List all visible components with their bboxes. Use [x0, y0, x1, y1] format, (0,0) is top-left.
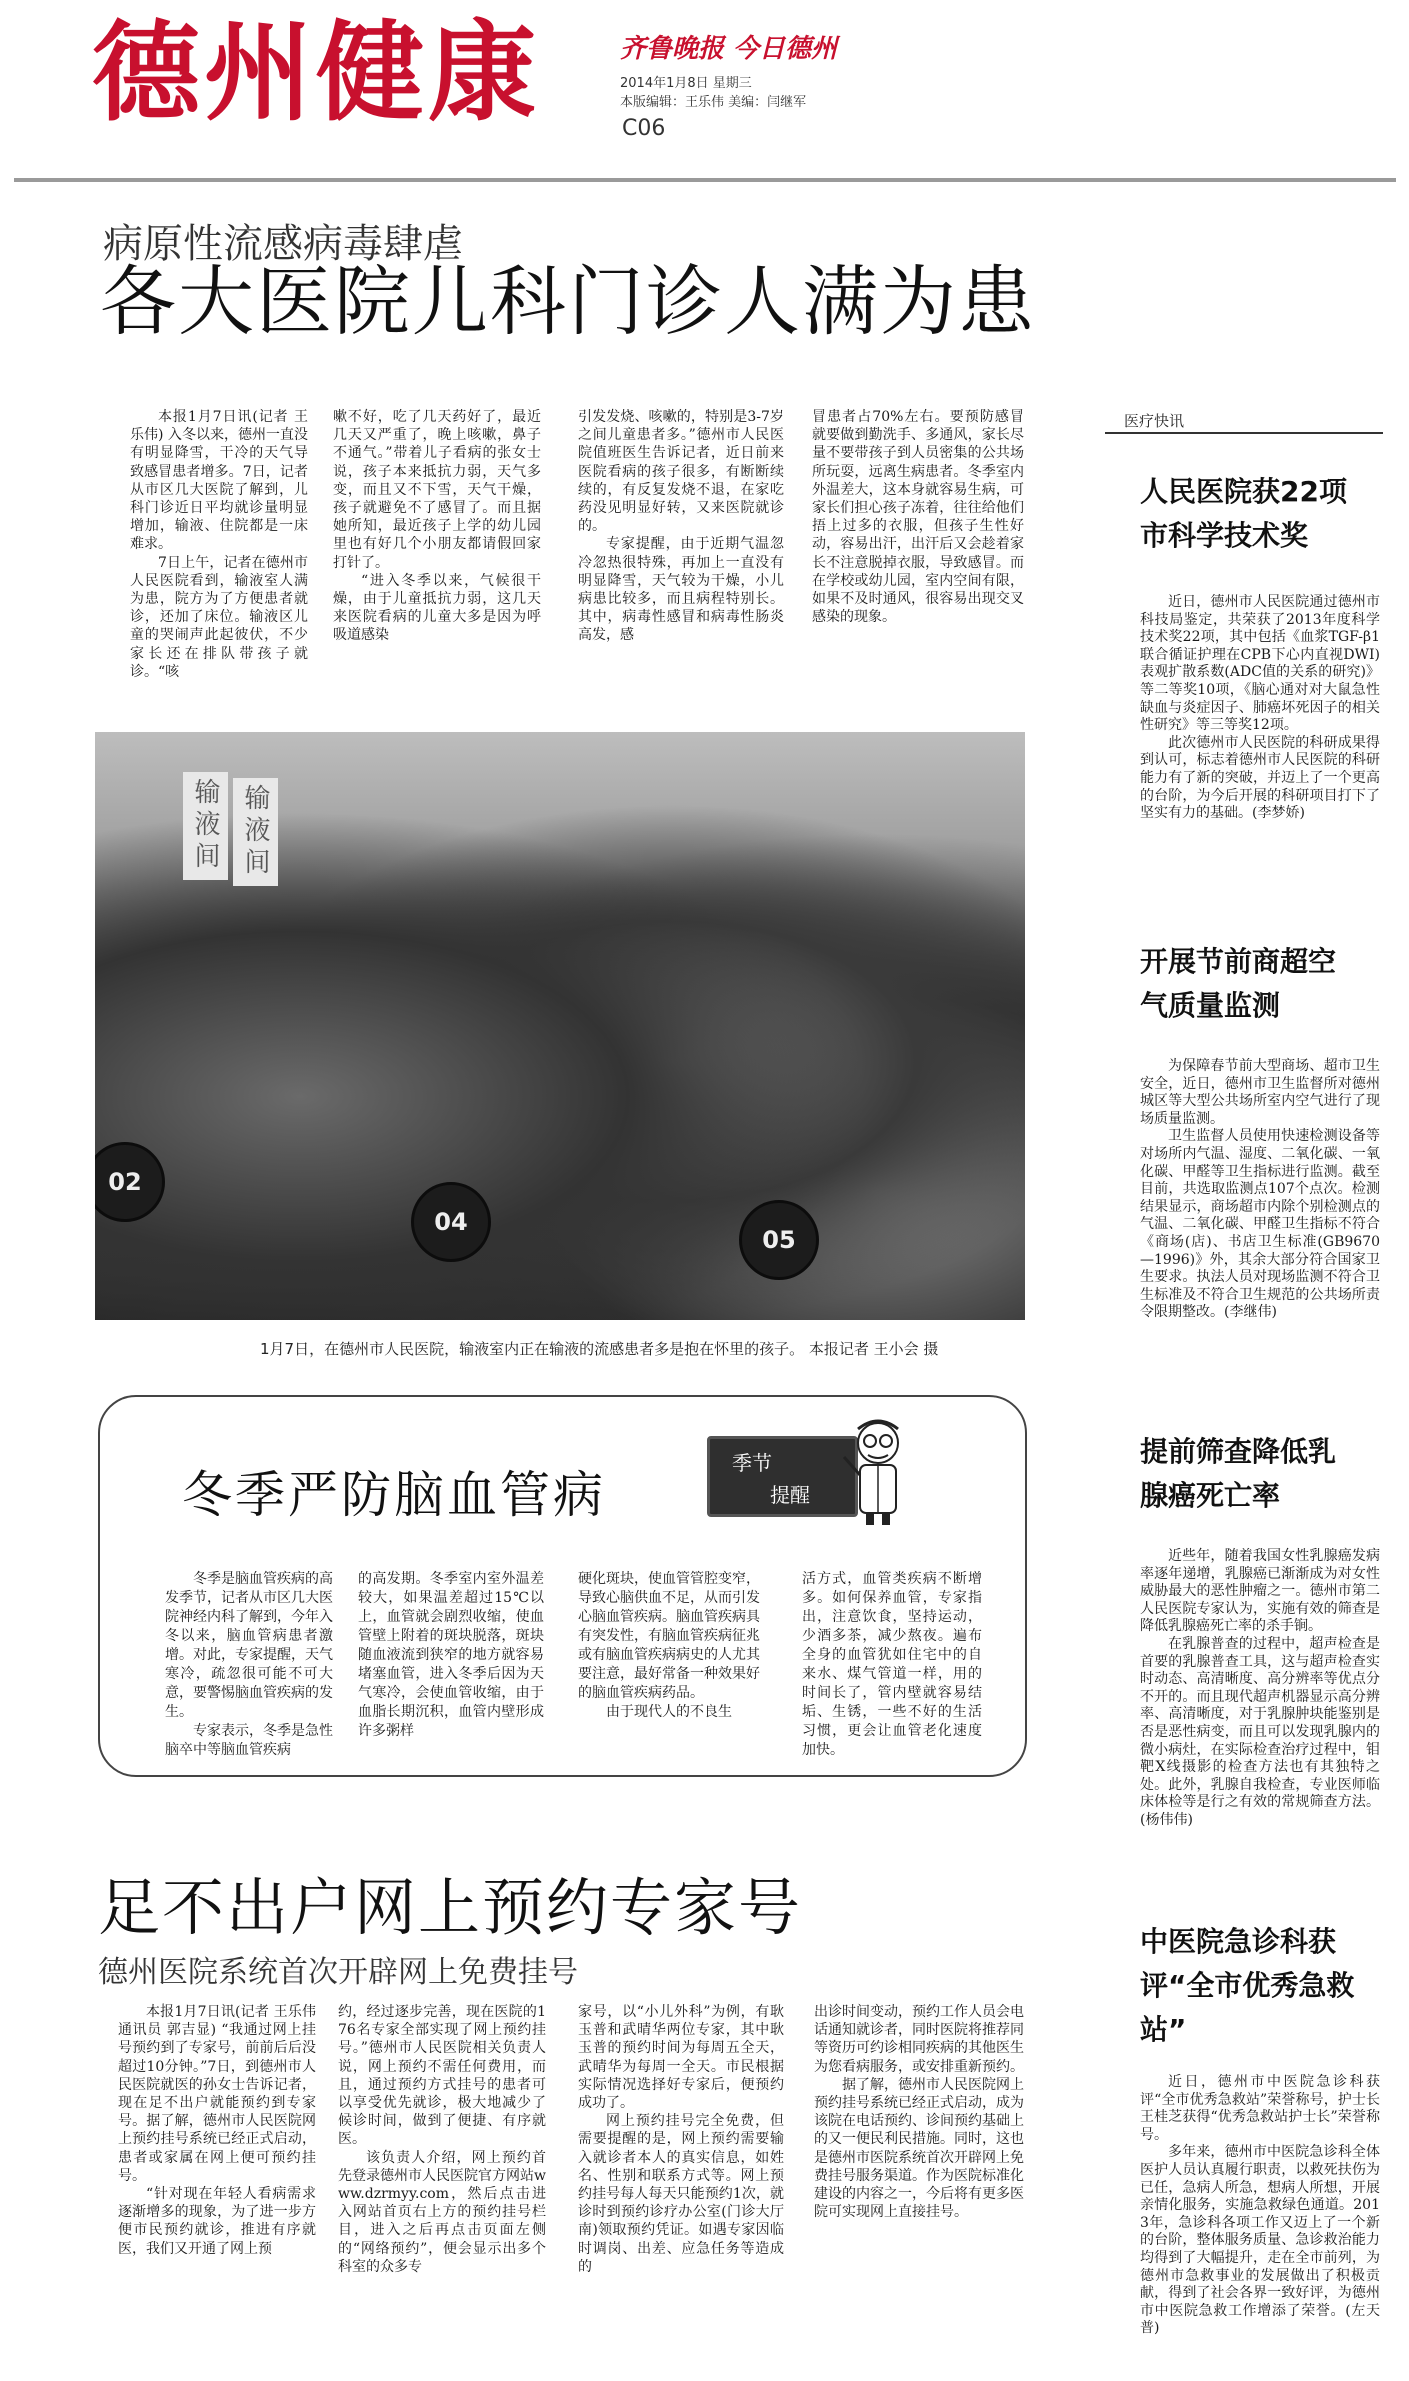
box-column-2: [358, 1570, 544, 1741]
story2-column-1: [118, 2003, 316, 2258]
board-line-1: 季节: [732, 1451, 772, 1475]
masthead-rule: [14, 178, 1396, 182]
paragraph: “进入冬季以来，气候很干燥，由于儿童抵抗力弱，这几天来医院看病的儿童大多是因为呼吸道感染: [333, 572, 541, 644]
paragraph: 专家提醒，由于近期气温忽冷忽热很特殊，再加上一直没有明显降雪，天气较为干燥，小儿病患比较多，而且病程特别长。其中，病毒性感冒和病毒性肠炎高发，感: [578, 536, 784, 644]
paragraph: 出诊时间变动，预约工作人员会电话通知就诊者，同时医院将推荐同等资历可约诊相同疾病的其他医生为您看病服务，或安排重新预约。: [814, 2004, 1024, 2075]
sidebar-item-3: [1140, 1430, 1380, 1830]
paragraph: 家号，以“小儿外科”为例，有耿玉普和武晴华两位专家，其中耿玉普的预约时间为每周五全天，武晴华为每周一全天。市民根据实际情况选择好专家后，便预约成功了。: [578, 2004, 784, 2112]
paragraph: 7日上午，记者在德州市人民医院看到，输液室人满为患，院方为了方便患者就诊，还加了床位。输液区儿童的哭闹声此起彼伏，不少家长还在排队带孩子就诊。“咳: [130, 554, 308, 680]
paragraph: 本报1月7日讯(记者 王乐伟) 入冬以来，德州一直没有明显降雪，干冷的天气导致感冒患者增多。7日，记者从市区几大医院了解到，儿科门诊近日平均就诊量明显增加，输液、住院都是一床难求。: [130, 409, 308, 553]
paragraph: 由于现代人的不良生: [606, 1704, 732, 1720]
box-column-1: [165, 1570, 333, 1760]
doctor-cartoon-icon: [838, 1417, 918, 1527]
photo-seat-number: 05: [739, 1200, 819, 1280]
sidebar-body: [1140, 1548, 1380, 1830]
paragraph: 引发发烧、咳嗽的，特别是3-7岁之间儿童患者多。”德州市人民医院值班医生告诉记者，近日前来医院看病的孩子很多，有断断续续的，有反复发烧不退，在家吃药没见明显好转，又来医院就诊的。: [578, 409, 784, 535]
sidebar-body: [1140, 1058, 1380, 1322]
paragraph: 为保障春节前大型商场、超市卫生安全，近日，德州市卫生监督所对德州城区等大型公共场所室内空气进行了现场质量监测。: [1140, 1058, 1380, 1127]
photo-seat-number: 04: [411, 1182, 491, 1262]
paragraph: 冬季是脑血管疾病的高发季节，记者从市区几大医院神经内科了解到，今年入冬以来，脑血管病患者激增。对此，专家提醒，天气寒冷，疏忽很可能不可大意，要警惕脑血管疾病的发生。: [165, 1571, 333, 1720]
box-title: 冬季严防脑血管病: [182, 1466, 606, 1524]
story2-headline: 足不出户网上预约专家号: [98, 1871, 803, 1944]
box-column-4: [802, 1570, 982, 1760]
sidebar-body: [1140, 594, 1380, 823]
board-line-2: 提醒: [770, 1483, 810, 1507]
box-column-3: [578, 1570, 760, 1722]
paragraph: 的高发期。冬季室内室外温差较大，如果温差超过15℃以上，血管就会剧烈收缩，使血管壁上附着的斑块脱落，斑块随血液流到狭窄的地方就容易堵塞血管，进入冬季后因为天气寒冷，会使血管收缩，由于血脂长期沉积，血管内壁形成许多粥样: [358, 1571, 544, 1739]
sidebar-tag: 医疗快讯: [1118, 410, 1190, 431]
sidebar-item-1: [1140, 470, 1380, 823]
seasonal-reminder-board: [707, 1436, 858, 1517]
paragraph: 此次德州市人民医院的科研成果得到认可，标志着德州市人民医院的科研能力有了新的突破，并迈上了一个更高的台阶，为今后开展的科研项目打下了坚实有力的基础。(李梦娇): [1140, 734, 1380, 822]
paragraph: 硬化斑块，使血管管腔变窄，导致心脑供血不足，从而引发心脑血管疾病。脑血管疾病具有突发性，有脑血管疾病征兆或有脑血管疾病病史的人尤其要注意，最好常备一种效果好的脑血管疾病药品。: [578, 1571, 760, 1701]
paragraph: 专家表示，冬季是急性脑卒中等脑血管疾病: [165, 1723, 333, 1758]
newspaper-brand: 齐鲁晚报 今日德州: [620, 34, 838, 64]
paragraph: “针对现在年轻人看病需求逐渐增多的现象，为了进一步方便市民预约就诊，推进有序就医，我们又开通了网上预: [118, 2186, 316, 2257]
sidebar-headline: 中医院急诊科获评“全市优秀急救站”: [1140, 1925, 1355, 2046]
photo-sign-infusion-room: 输液间: [233, 778, 278, 886]
page-number: C06: [622, 116, 666, 141]
story2-column-2: [338, 2003, 546, 2276]
sidebar-body: [1140, 2074, 1380, 2338]
masthead-meta: [620, 74, 806, 112]
story1-photo: [95, 732, 1025, 1320]
paragraph: 网上预约挂号完全免费，但需要提醒的是，网上预约需要输入就诊者本人的真实信息，如姓名、性别和联系方式等。网上预约挂号每人每天只能预约1次，就诊时到预约诊疗办公室(门诊大厅南)领取预约凭证。如遇专家因临时调岗、出差、应急任务等造成的: [578, 2113, 784, 2275]
paragraph: 近日，德州市中医院急诊科获评“全市优秀急救站”荣誉称号，护士长王桂芝获得“优秀急救站护士长”荣誉称号。: [1140, 2074, 1380, 2143]
story2-column-4: [814, 2003, 1024, 2221]
photo-caption: 1月7日，在德州市人民医院，输液室内正在输液的流感患者多是抱在怀里的孩子。 本报记者 王小会 摄: [260, 1340, 939, 1358]
sidebar-headline: 人民医院获22项市科学技术奖: [1140, 475, 1347, 552]
story1-column-2: [333, 408, 541, 645]
story1-column-3: [578, 408, 784, 645]
paragraph: 近些年，随着我国女性乳腺癌发病率逐年递增，乳腺癌已渐渐成为对女性威胁最大的恶性肿瘤之一。德州市第二人民医院专家认为，实施有效的筛查是降低乳腺癌死亡率的杀手锏。: [1140, 1548, 1380, 1635]
photo-seat-number: 02: [95, 1142, 165, 1222]
paragraph: 据了解，德州市人民医院网上预约挂号系统已经正式启动，成为该院在电话预约、诊间预约基础上的又一便民利民措施。同时，这也是德州市医院系统首次开辟网上免费挂号服务渠道。作为医院标准化建设的内容之一，今后将有更多医院可实现网上直接挂号。: [814, 2076, 1024, 2221]
paragraph: 本报1月7日讯(记者 王乐伟 通讯员 郭吉显) “我通过网上挂号预约到了专家号，前前后后没超过10分钟。”7日，到德州市人民医院就医的孙女士告诉记者，现在足不出户就能预约到专家号。据了解，德州市人民医院网上预约挂号系统已经正式启动，患者或家属在网上便可预约挂号。: [118, 2004, 316, 2184]
paragraph: 冒患者占70%左右。要预防感冒就要做到勤洗手、多通风，家长尽量不要带孩子到人员密集的公共场所玩耍，远离生病患者。冬季室内外温差大，这本身就容易生病，可家长们担心孩子冻着，往往给他们捂上过多的衣服，但孩子生性好动，容易出汗，出汗后又会趁着家长不注意脱掉衣服，导致感冒。而在学校或幼儿园，室内空间有限，如果不及时通风，很容易出现交叉感染的现象。: [812, 409, 1024, 626]
story1-headline: 各大医院儿科门诊人满为患: [100, 257, 1036, 346]
story2-subhead: 德州医院系统首次开辟网上免费挂号: [98, 1955, 578, 1990]
story1-kicker: 病原性流感病毒肆虐: [103, 221, 463, 267]
paragraph: 在乳腺普查的过程中，超声检查是首要的乳腺普查工具，这与超声检查实时动态、高清晰度、高分辨率等优点分不开的。而且现代超声机器显示高分辨率、高清晰度，对于乳腺肿块能鉴别是否是恶性病变，而且可以发现乳腺内的微小病灶，在实际检查治疗过程中，钼靶X线摄影的检查方法也有其独特之处。此外，乳腺自我检查，专业医师临床体检等是行之有效的常规筛查方法。(杨伟伟): [1140, 1635, 1380, 1828]
sidebar-headline: 开展节前商超空气质量监测: [1140, 945, 1337, 1022]
paragraph: 多年来，德州市中医院急诊科全体医护人员认真履行职责，以救死扶伤为已任，急病人所急，想病人所想，开展亲情化服务，实施急救绿色通道。2013年，急诊科各项工作又迈上了一个新的台阶，整体服务质量、急诊救治能力均得到了大幅提升，走在全市前列，为德州市急救事业的发展做出了积极贡献，得到了社会各界一致好评，为德州市中医院急救工作增添了荣誉。(左天普): [1140, 2144, 1380, 2337]
story1-column-4: [812, 408, 1024, 626]
paragraph: 活方式，血管类疾病不断增多。如何保养血管，专家指出，注意饮食，坚持运动，少酒多茶，减少熬夜。遍布全身的血管犹如住宅中的自来水、煤气管道一样，用的时间长了，管内壁就容易结垢、生锈，一些不好的生活习惯，更会让血管老化速度加快。: [802, 1571, 982, 1758]
masthead-title: 德州健康: [92, 11, 541, 136]
editor-line: 本版编辑：王乐伟 美编：闫继军: [620, 95, 807, 110]
paragraph: 嗽不好，吃了几天药好了，最近几天又严重了，晚上咳嗽，鼻子不通气。”带着儿子看病的张女士说，孩子本来抵抗力弱，天气多变，而且又不下雪，天气干燥，孩子就避免不了感冒了。而且据她所知，最近孩子上学的幼儿园里也有好几个小朋友都请假回家打针了。: [333, 409, 541, 571]
paragraph: 卫生监督人员使用快速检测设备等对场所内气温、湿度、二氧化碳、一氧化碳、甲醛等卫生指标进行监测。截至目前，共选取监测点107个点次。检测结果显示，商场超市内除个别检测点的气温、二氧化碳、甲醛卫生指标不符合《商场(店)、书店卫生标准(GB9670—1996)》外，其余大部分符合国家卫生要求。执法人员对现场监测不符合卫生标准及不符合卫生规范的公共场所责令限期整改。(李继伟): [1140, 1128, 1380, 1321]
issue-date: 2014年1月8日 星期三: [620, 76, 752, 91]
sidebar-item-2: [1140, 940, 1380, 1322]
paragraph: 约，经过逐步完善，现在医院的176名专家全部实现了网上预约挂号。”德州市人民医院相关负责人说，网上预约不需任何费用，而且，通过预约方式挂号的患者可以享受优先就诊，极大地减少了候诊时间，做到了便捷、有序就医。: [338, 2004, 546, 2148]
sidebar-headline: 提前筛查降低乳腺癌死亡率: [1140, 1435, 1337, 1512]
paragraph: 该负责人介绍，网上预约首先登录德州市人民医院官方网站www.dzrmyy.com，然后点击进入网站首页右上方的预约挂号栏目，进入之后再点击页面左侧的“网络预约”，便会显示出多个科室的众多专: [338, 2149, 546, 2275]
sidebar-item-4: [1140, 1920, 1380, 2338]
story1-column-1: [130, 408, 308, 681]
photo-sign-infusion-room: 输液间: [183, 772, 228, 880]
paragraph: 近日，德州市人民医院通过德州市科技局鉴定，共荣获了2013年度科学技术奖22项，其中包括《血浆TGF-β1联合循证护理在CPB下心内直视DWI)表观扩散系数(ADC值的关系的研究)》等二等奖10项，《脑心通对对大鼠急性缺血与炎症因子、肺癌坏死因子的相关性研究》等三等奖12项。: [1140, 594, 1380, 734]
story2-column-3: [578, 2003, 784, 2276]
